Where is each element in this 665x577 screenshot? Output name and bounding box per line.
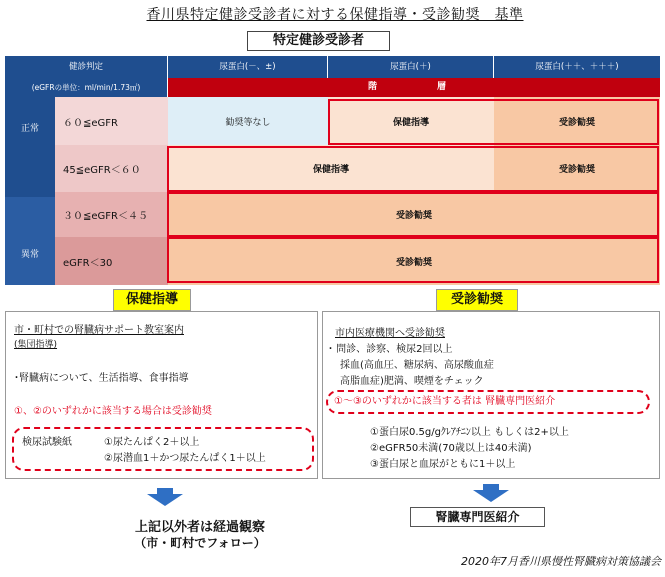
guidance-arrow-head [147,494,183,506]
row-label-1: ６０≦eGFR [55,97,168,145]
guidance-line2: (集団指導) [14,340,58,350]
guidance-line3: ･腎臓病について、生活指導、食事指導 [14,373,189,384]
cell-r2-plusplus: 受診勧奨 [494,145,660,192]
guidance-tag: 保健指導 [113,289,191,311]
stratum-header: 階 層 [168,78,660,97]
referral-box-text: ①～③のいずれかに該当する者は 腎臓専門医紹介 [334,396,556,407]
row-label-3: ３０≦eGFR＜４５ [55,192,168,237]
referral-line1: 市内医療機関へ受診勧奨 [335,328,445,339]
referral-item2: ②eGFR50未満(70歳以上は40未満) [370,443,532,454]
cell-r4-all: 受診勧奨 [168,237,660,285]
guidance-line1: 市・町村での腎臓病サポート教室案内 [14,325,184,336]
col-header-plus: 尿蛋白(＋) [328,56,494,78]
referral-result: 腎臓専門医紹介 [410,507,545,527]
highlight-row4 [167,237,659,283]
side-label-normal: 正常 [5,97,55,197]
cell-r1-plus: 保健指導 [328,97,494,145]
guidance-line4: ①、②のいずれかに該当する場合は受診勧奨 [14,406,212,417]
row-label-4: eGFR＜30 [55,237,168,285]
guidance-result-line1: 上記以外者は経過観察 [134,520,265,535]
footer-credit: 2020年7月香川県慢性腎臓病対策協議会 [461,555,661,568]
subtitle-box: 特定健診受診者 [247,31,390,51]
referral-item3: ③蛋白尿と血尿がともに1＋以上 [370,459,516,470]
referral-arrow-head [473,490,509,502]
col-header-negative: 尿蛋白(－、±) [168,56,328,78]
referral-line2: ･ 問診、診察、検尿2回以上 [328,344,453,355]
col-header-plusplus: 尿蛋白(＋＋、＋＋＋) [494,56,660,78]
highlight-row2 [167,146,659,192]
referral-line3: 採血(高血圧、糖尿病、高尿酸血症 [340,360,494,371]
row-label-2: 45≦eGFR＜６０ [55,145,168,192]
highlight-row1 [328,99,659,145]
guidance-result-line2: （市・町村でフォロー） [134,536,266,550]
box-item1: ①尿たんぱく2＋以上 [104,437,200,448]
page-title: 香川県特定健診受診者に対する保健指導・受診勧奨 基準 [146,7,524,23]
side-label-abnormal: 異常 [5,197,55,285]
box-label: 検尿試験紙 [22,437,72,448]
box-item2: ②尿潜血1＋かつ尿たんぱく1＋以上 [104,453,266,464]
cell-r2-neg-plus: 保健指導 [168,145,494,192]
header-corner-top: 健診判定 [5,56,168,78]
header-corner-unit: (eGFRの単位：ml/min/1.73㎡) [5,78,168,97]
cell-r3-all: 受診勧奨 [168,192,660,237]
highlight-row3 [167,192,659,237]
referral-tag: 受診勧奨 [436,289,518,311]
cell-r1-negative: 勧奨等なし [168,97,328,145]
cell-r1-plusplus: 受診勧奨 [494,97,660,145]
referral-line4: 高脂血症)肥満、喫煙をチェック [340,376,484,387]
referral-item1: ①蛋白尿0.5g/gｸﾚｱﾁﾆﾝ以上 もしくは2+以上 [370,427,569,438]
